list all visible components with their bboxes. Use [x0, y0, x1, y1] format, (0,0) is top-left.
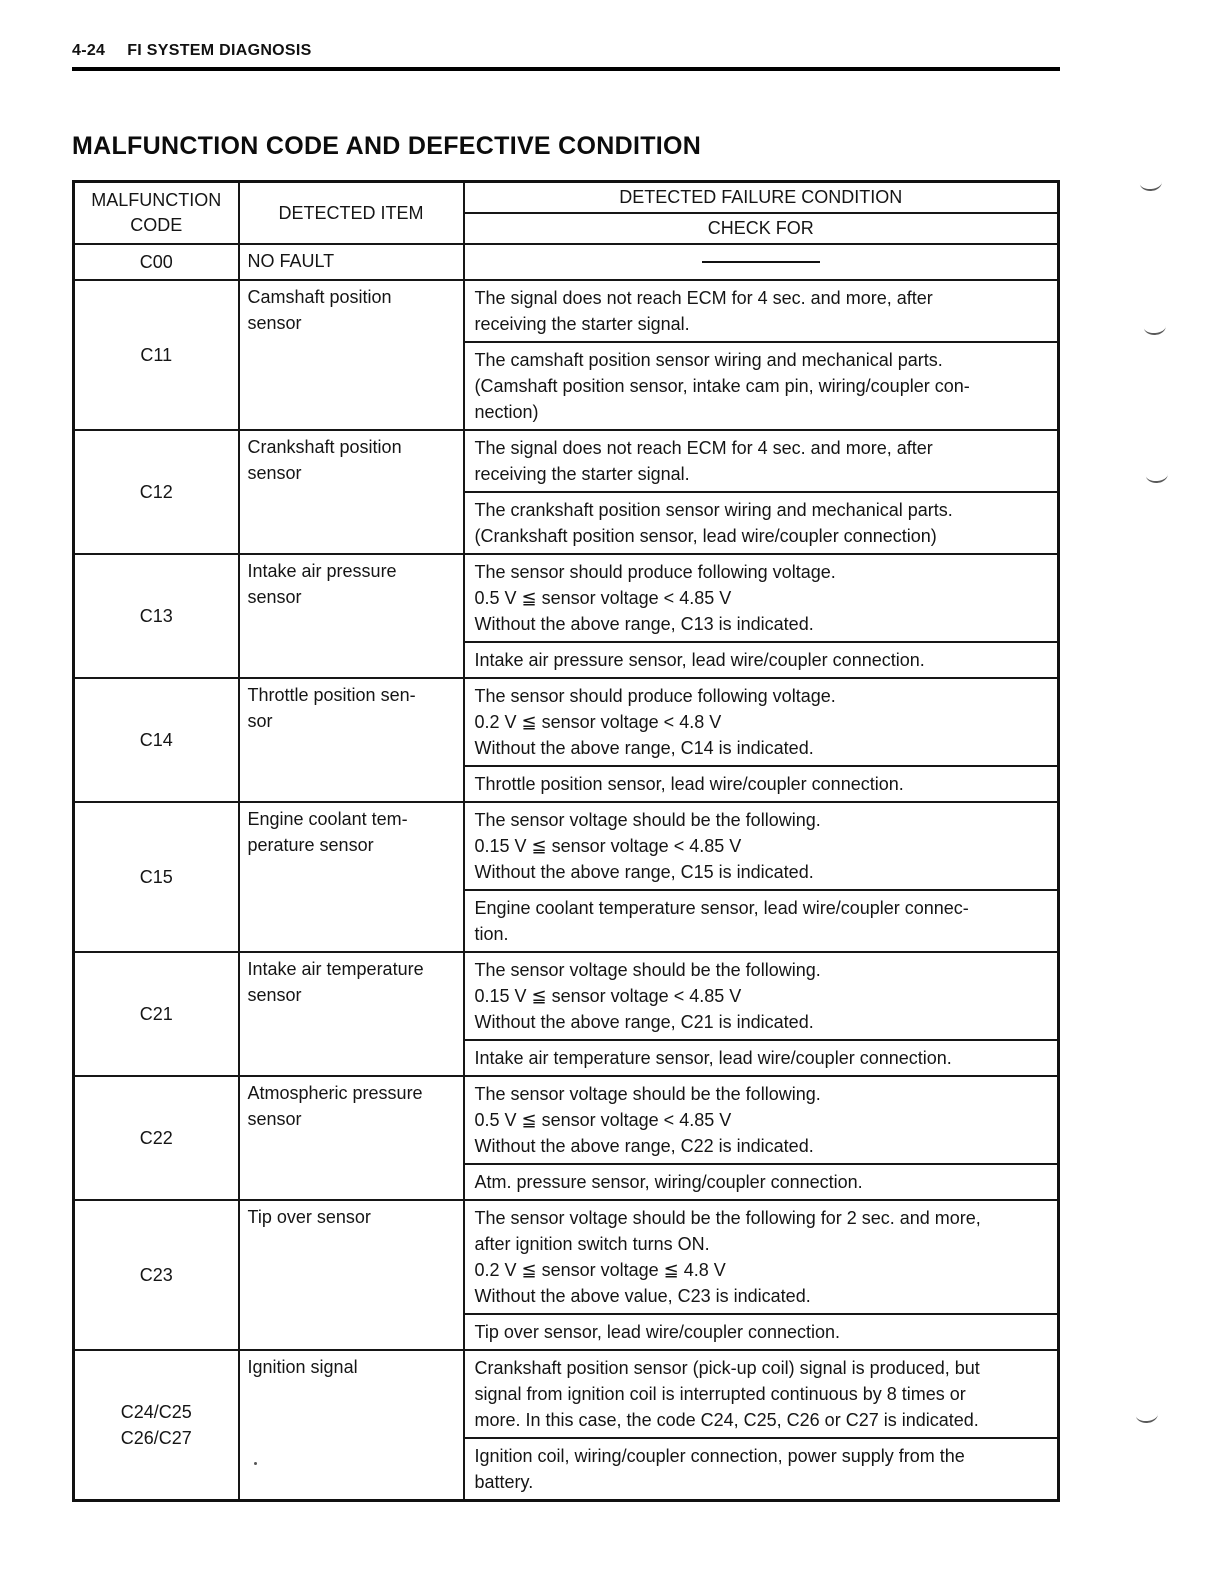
condition-cell — [464, 678, 1059, 766]
page-number: 4-24 — [72, 42, 106, 59]
text-line: 0.2 V ≦ sensor voltage ≦ 4.8 V — [474, 1260, 726, 1280]
row-c12 — [74, 430, 1059, 492]
text-line: 0.5 V ≦ sensor voltage < 4.85 V — [474, 588, 732, 608]
scan-mark — [1140, 181, 1163, 192]
text-line: receiving the starter signal. — [474, 314, 690, 334]
text-line: battery. — [474, 1472, 534, 1492]
text-line: The crankshaft position sensor wiring and mechanical parts. — [474, 500, 953, 520]
code-label: C24/C25 — [120, 1402, 192, 1422]
scan-mark — [1144, 325, 1167, 336]
header-failure-condition: DETECTED FAILURE CONDITION — [464, 182, 1059, 214]
item-cell — [239, 952, 464, 1076]
row-c11 — [74, 280, 1059, 342]
item-cell — [239, 244, 464, 280]
code-cell — [74, 678, 239, 802]
code-label: C26/C27 — [120, 1428, 192, 1448]
text-line: Without the above value, C23 is indicated. — [474, 1286, 811, 1306]
condition-cell — [464, 1076, 1059, 1164]
code-label: C21 — [139, 1004, 173, 1024]
text-line: Engine coolant tem- — [247, 809, 408, 829]
scan-speck — [254, 1462, 257, 1465]
text-line: Intake air pressure sensor, lead wire/coupler connection. — [474, 650, 925, 670]
scan-mark — [1136, 1413, 1159, 1424]
code-label: C22 — [139, 1128, 173, 1148]
row-c21 — [74, 952, 1059, 1040]
text-line: 0.15 V ≦ sensor voltage < 4.85 V — [474, 836, 742, 856]
text-line: The sensor should produce following voltage. — [474, 686, 836, 706]
text-line: The sensor voltage should be the following. — [474, 810, 821, 830]
row-c13 — [74, 554, 1059, 642]
code-label: C23 — [139, 1265, 173, 1285]
text-line: Engine coolant temperature sensor, lead wire/coupler connec- — [474, 898, 969, 918]
text-line: receiving the starter signal. — [474, 464, 690, 484]
text-line: Intake air temperature sensor, lead wire/coupler connection. — [474, 1048, 952, 1068]
text-line: Tip over sensor — [247, 1207, 371, 1227]
check-cell — [464, 492, 1059, 554]
page-header — [72, 42, 1060, 71]
text-line: Ignition coil, wiring/coupler connection, power supply from the — [474, 1446, 965, 1466]
item-cell — [239, 1200, 464, 1350]
condition-cell — [464, 244, 1059, 280]
section-title: FI SYSTEM DIAGNOSIS — [127, 42, 312, 59]
condition-cell — [464, 1200, 1059, 1314]
code-label: C11 — [140, 345, 173, 365]
text-line: 0.2 V ≦ sensor voltage < 4.8 V — [474, 712, 722, 732]
text-line: sensor — [247, 1109, 302, 1129]
code-cell — [74, 1350, 239, 1501]
row-c00 — [74, 244, 1059, 280]
code-cell — [74, 952, 239, 1076]
check-cell — [464, 642, 1059, 678]
text-line: Intake air pressure — [247, 561, 397, 581]
scan-mark — [1146, 473, 1169, 484]
text-line: Tip over sensor, lead wire/coupler connection. — [474, 1322, 841, 1342]
text-line: Ignition signal — [247, 1357, 358, 1377]
row-c15 — [74, 802, 1059, 890]
text-line: tion. — [474, 924, 509, 944]
item-cell — [239, 802, 464, 952]
item-cell — [239, 280, 464, 430]
text-line: The sensor should produce following voltage. — [474, 562, 836, 582]
text-line: 0.5 V ≦ sensor voltage < 4.85 V — [474, 1110, 732, 1130]
item-cell — [239, 430, 464, 554]
header-detected-item: DETECTED ITEM — [239, 182, 464, 245]
text-line: The sensor voltage should be the following for 2 sec. and more, — [474, 1208, 981, 1228]
running-header — [72, 42, 1060, 60]
text-line: Intake air temperature — [247, 959, 424, 979]
text-line: sensor — [247, 985, 302, 1005]
text-line: Camshaft position — [247, 287, 392, 307]
table-header-row — [74, 182, 1059, 214]
code-cell — [74, 1076, 239, 1200]
condition-cell — [464, 1350, 1059, 1438]
condition-cell — [464, 554, 1059, 642]
text-line: Without the above range, C21 is indicated. — [474, 1012, 814, 1032]
check-cell — [464, 342, 1059, 430]
check-cell — [464, 1164, 1059, 1200]
item-cell — [239, 1076, 464, 1200]
text-line: Without the above range, C15 is indicated. — [474, 862, 814, 882]
code-label: C00 — [139, 252, 173, 272]
item-cell — [239, 678, 464, 802]
text-line: The sensor voltage should be the following. — [474, 1084, 821, 1104]
header-check-for: CHECK FOR — [464, 213, 1059, 244]
text-line: Atmospheric pressure — [247, 1083, 423, 1103]
code-label: C14 — [139, 730, 173, 750]
text-line: sensor — [247, 463, 302, 483]
text-line: Throttle position sen- — [247, 685, 416, 705]
text-line: sensor — [247, 313, 302, 333]
text-line: Without the above range, C14 is indicated. — [474, 738, 814, 758]
text-line: Crankshaft position — [247, 437, 402, 457]
text-line: more. In this case, the code C24, C25, C26 or C27 is indicated. — [474, 1410, 979, 1430]
text-line: nection) — [474, 402, 539, 422]
text-line: (Crankshaft position sensor, lead wire/coupler connection) — [474, 526, 937, 546]
text-line: 0.15 V ≦ sensor voltage < 4.85 V — [474, 986, 742, 1006]
code-cell — [74, 1200, 239, 1350]
code-cell — [74, 802, 239, 952]
condition-cell — [464, 952, 1059, 1040]
page-title: MALFUNCTION CODE AND DEFECTIVE CONDITION — [72, 132, 702, 160]
text-line: sensor — [247, 587, 302, 607]
code-label: C15 — [139, 867, 173, 887]
code-cell — [74, 244, 239, 280]
header-malfunction-code: MALFUNCTION CODE — [74, 182, 239, 245]
text-line: Without the above range, C13 is indicated. — [474, 614, 814, 634]
code-cell — [74, 280, 239, 430]
text-line: Throttle position sensor, lead wire/coupler connection. — [474, 774, 904, 794]
text-line: The sensor voltage should be the following. — [474, 960, 821, 980]
check-cell — [464, 1040, 1059, 1076]
check-cell — [464, 890, 1059, 952]
row-c23 — [74, 1200, 1059, 1314]
no-fault-dash — [702, 261, 820, 263]
code-cell — [74, 554, 239, 678]
text-line: Atm. pressure sensor, wiring/coupler connection. — [474, 1172, 863, 1192]
text-line: NO FAULT — [247, 251, 335, 271]
text-line: The signal does not reach ECM for 4 sec. and more, after — [474, 288, 933, 308]
text-line: after ignition switch turns ON. — [474, 1234, 710, 1254]
condition-cell — [464, 280, 1059, 342]
text-line: The camshaft position sensor wiring and mechanical parts. — [474, 350, 943, 370]
condition-cell — [464, 430, 1059, 492]
header-rule — [72, 67, 1060, 71]
row-c24-c27 — [74, 1350, 1059, 1438]
text-line: perature sensor — [247, 835, 374, 855]
code-label: C13 — [139, 606, 173, 626]
check-cell — [464, 1314, 1059, 1350]
check-cell — [464, 1438, 1059, 1501]
row-c22 — [74, 1076, 1059, 1164]
row-c14 — [74, 678, 1059, 766]
check-cell — [464, 766, 1059, 802]
code-cell — [74, 430, 239, 554]
text-line: Without the above range, C22 is indicated. — [474, 1136, 814, 1156]
code-label: C12 — [139, 482, 173, 502]
malfunction-code-table — [72, 180, 1060, 1502]
text-line: (Camshaft position sensor, intake cam pin, wiring/coupler con- — [474, 376, 970, 396]
item-cell — [239, 1350, 464, 1501]
text-line: signal from ignition coil is interrupted continuous by 8 times or — [474, 1384, 966, 1404]
text-line: sor — [247, 711, 273, 731]
text-line: Crankshaft position sensor (pick-up coil) signal is produced, but — [474, 1358, 980, 1378]
item-cell — [239, 554, 464, 678]
text-line: The signal does not reach ECM for 4 sec. and more, after — [474, 438, 933, 458]
condition-cell — [464, 802, 1059, 890]
